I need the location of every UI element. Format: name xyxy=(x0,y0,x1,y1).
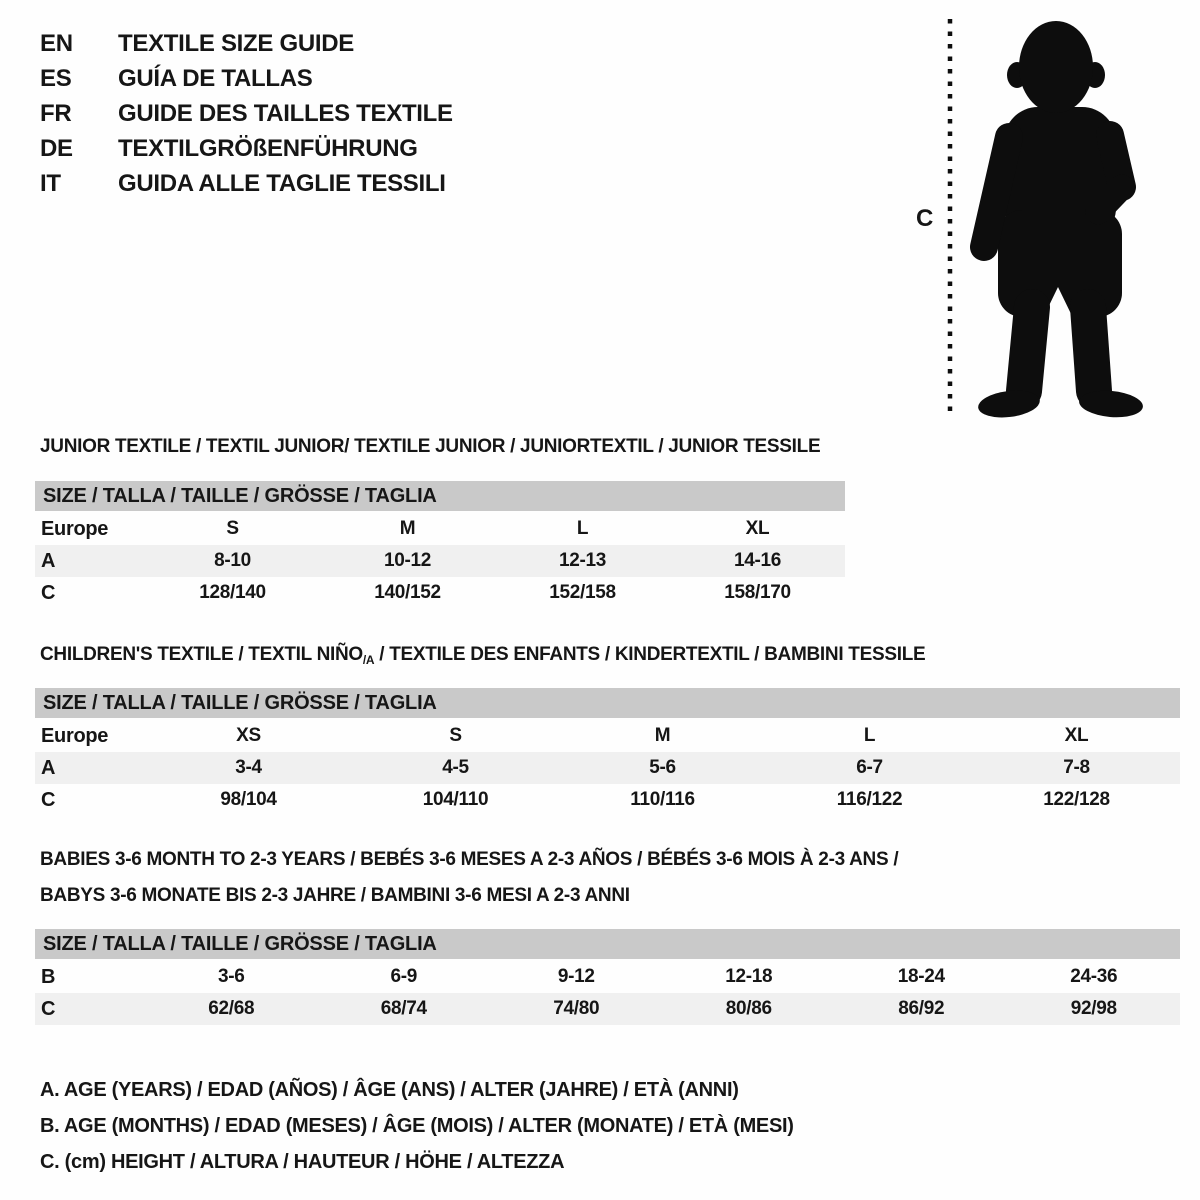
legend-age-months: B. AGE (MONTHS) / EDAD (MESES) / ÂGE (MOIS) / ALTER (MONATE) / ETÀ (MESI) xyxy=(40,1114,794,1137)
height-cell: 92/98 xyxy=(1008,993,1181,1025)
size-cell: M xyxy=(654,725,671,746)
size-cell: S xyxy=(226,518,239,539)
legend-age-years: A. AGE (YEARS) / EDAD (AÑOS) / ÂGE (ANS) / ALTER (JAHRE) / ETÀ (ANNI) xyxy=(40,1078,739,1101)
junior-table-header xyxy=(35,481,845,512)
size-header-cell: SIZE / TALLA / TAILLE / GRÖSSE / TAGLIA xyxy=(35,688,1180,719)
table-row-height xyxy=(35,577,845,609)
size-cell: XS xyxy=(236,725,261,746)
children-title-post: / TEXTILE DES ENFANTS / KINDERTEXTIL / BAMBINI TESSILE xyxy=(374,644,926,665)
table-row-age xyxy=(35,752,1180,784)
table-row-months xyxy=(35,960,1180,993)
table-row-age xyxy=(35,545,845,577)
row-label: B xyxy=(41,965,56,988)
height-cell: 86/92 xyxy=(835,993,1008,1025)
lang-row-de xyxy=(40,131,453,166)
language-title-block xyxy=(40,26,453,201)
height-cell: 116/122 xyxy=(836,789,903,810)
babies-size-table xyxy=(35,929,1180,1025)
children-table-header xyxy=(35,688,1180,719)
toddler-silhouette xyxy=(905,15,1155,420)
size-cell: L xyxy=(863,725,876,746)
height-c-label: C xyxy=(916,205,934,232)
age-cell: 8-10 xyxy=(145,545,320,577)
height-cell: 158/170 xyxy=(724,582,791,603)
babies-table-header xyxy=(35,929,1180,960)
size-cell: XL xyxy=(745,518,770,539)
age-cell: 7-8 xyxy=(973,752,1180,784)
height-cell: 122/128 xyxy=(1043,789,1110,810)
table-row-europe xyxy=(35,719,1180,752)
guide-title-it: GUIDA ALLE TAGLIE TESSILI xyxy=(118,169,446,197)
size-cell: S xyxy=(449,725,462,746)
row-label: C xyxy=(41,788,56,811)
age-cell: 10-12 xyxy=(320,545,495,577)
legend-block xyxy=(40,1072,794,1180)
months-cell: 18-24 xyxy=(897,966,945,987)
table-row-height xyxy=(35,784,1180,816)
height-cell: 62/68 xyxy=(145,993,318,1025)
babies-section-title-line1: BABIES 3-6 MONTH TO 2-3 YEARS / BEBÉS 3-6 MESES A 2-3 AÑOS / BÉBÉS 3-6 MOIS À 2-3 ANS / xyxy=(40,849,899,870)
junior-section-title: JUNIOR TEXTILE / TEXTIL JUNIOR/ TEXTILE JUNIOR / JUNIORTEXTIL / JUNIOR TESSILE xyxy=(40,436,821,457)
row-label: Europe xyxy=(41,724,109,747)
height-cell: 98/104 xyxy=(220,789,277,810)
age-cell: 4-5 xyxy=(352,752,559,784)
height-cell: 152/158 xyxy=(549,582,616,603)
children-title-pre: CHILDREN'S TEXTILE / TEXTIL NIÑO xyxy=(40,644,363,665)
height-cell: 104/110 xyxy=(422,789,489,810)
guide-title-de: TEXTILGRÖßENFÜHRUNG xyxy=(118,134,418,162)
junior-size-table xyxy=(35,481,845,609)
row-label: C xyxy=(35,993,145,1025)
lang-code: DE xyxy=(40,134,73,162)
legend-height-cm: C. (cm) HEIGHT / ALTURA / HAUTEUR / HÖHE / ALTEZZA xyxy=(40,1150,565,1173)
size-header-cell: SIZE / TALLA / TAILLE / GRÖSSE / TAGLIA xyxy=(35,481,845,512)
months-cell: 9-12 xyxy=(557,966,595,987)
months-cell: 24-36 xyxy=(1070,966,1118,987)
children-size-table xyxy=(35,688,1180,816)
height-cell: 74/80 xyxy=(490,993,663,1025)
lang-row-fr xyxy=(40,96,453,131)
table-row-europe xyxy=(35,512,845,545)
height-cell: 110/116 xyxy=(630,789,695,810)
row-label: Europe xyxy=(41,517,109,540)
lang-row-es xyxy=(40,61,453,96)
height-cell: 140/152 xyxy=(374,582,441,603)
table-row-height xyxy=(35,993,1180,1025)
height-cell: 80/86 xyxy=(663,993,836,1025)
lang-row-it xyxy=(40,166,453,201)
age-cell: 14-16 xyxy=(670,545,845,577)
row-label: C xyxy=(41,581,56,604)
lang-code: ES xyxy=(40,64,72,92)
age-cell: 6-7 xyxy=(766,752,973,784)
months-cell: 6-9 xyxy=(390,966,418,987)
age-cell: 12-13 xyxy=(495,545,670,577)
guide-title-es: GUÍA DE TALLAS xyxy=(118,64,313,92)
months-cell: 12-18 xyxy=(725,966,773,987)
row-label: A xyxy=(35,545,145,577)
age-cell: 3-4 xyxy=(145,752,352,784)
lang-code: EN xyxy=(40,29,73,57)
row-label: A xyxy=(35,752,145,784)
toddler-figure xyxy=(905,15,1155,420)
lang-code: IT xyxy=(40,169,61,197)
babies-section-title-line2: BABYS 3-6 MONATE BIS 2-3 JAHRE / BAMBINI 3-6 MESI A 2-3 ANNI xyxy=(40,885,630,906)
height-cell: 68/74 xyxy=(318,993,491,1025)
size-cell: XL xyxy=(1064,725,1089,746)
lang-row-en xyxy=(40,26,453,61)
size-cell: L xyxy=(576,518,589,539)
lang-code: FR xyxy=(40,99,72,127)
size-cell: M xyxy=(399,518,416,539)
guide-title-fr: GUIDE DES TAILLES TEXTILE xyxy=(118,99,453,127)
nino-a-subscript: /A xyxy=(362,653,375,667)
children-section-title xyxy=(40,644,925,666)
size-header-cell: SIZE / TALLA / TAILLE / GRÖSSE / TAGLIA xyxy=(35,929,1180,960)
guide-title-en: TEXTILE SIZE GUIDE xyxy=(118,29,354,57)
months-cell: 3-6 xyxy=(217,966,245,987)
height-cell: 128/140 xyxy=(199,582,266,603)
age-cell: 5-6 xyxy=(559,752,766,784)
